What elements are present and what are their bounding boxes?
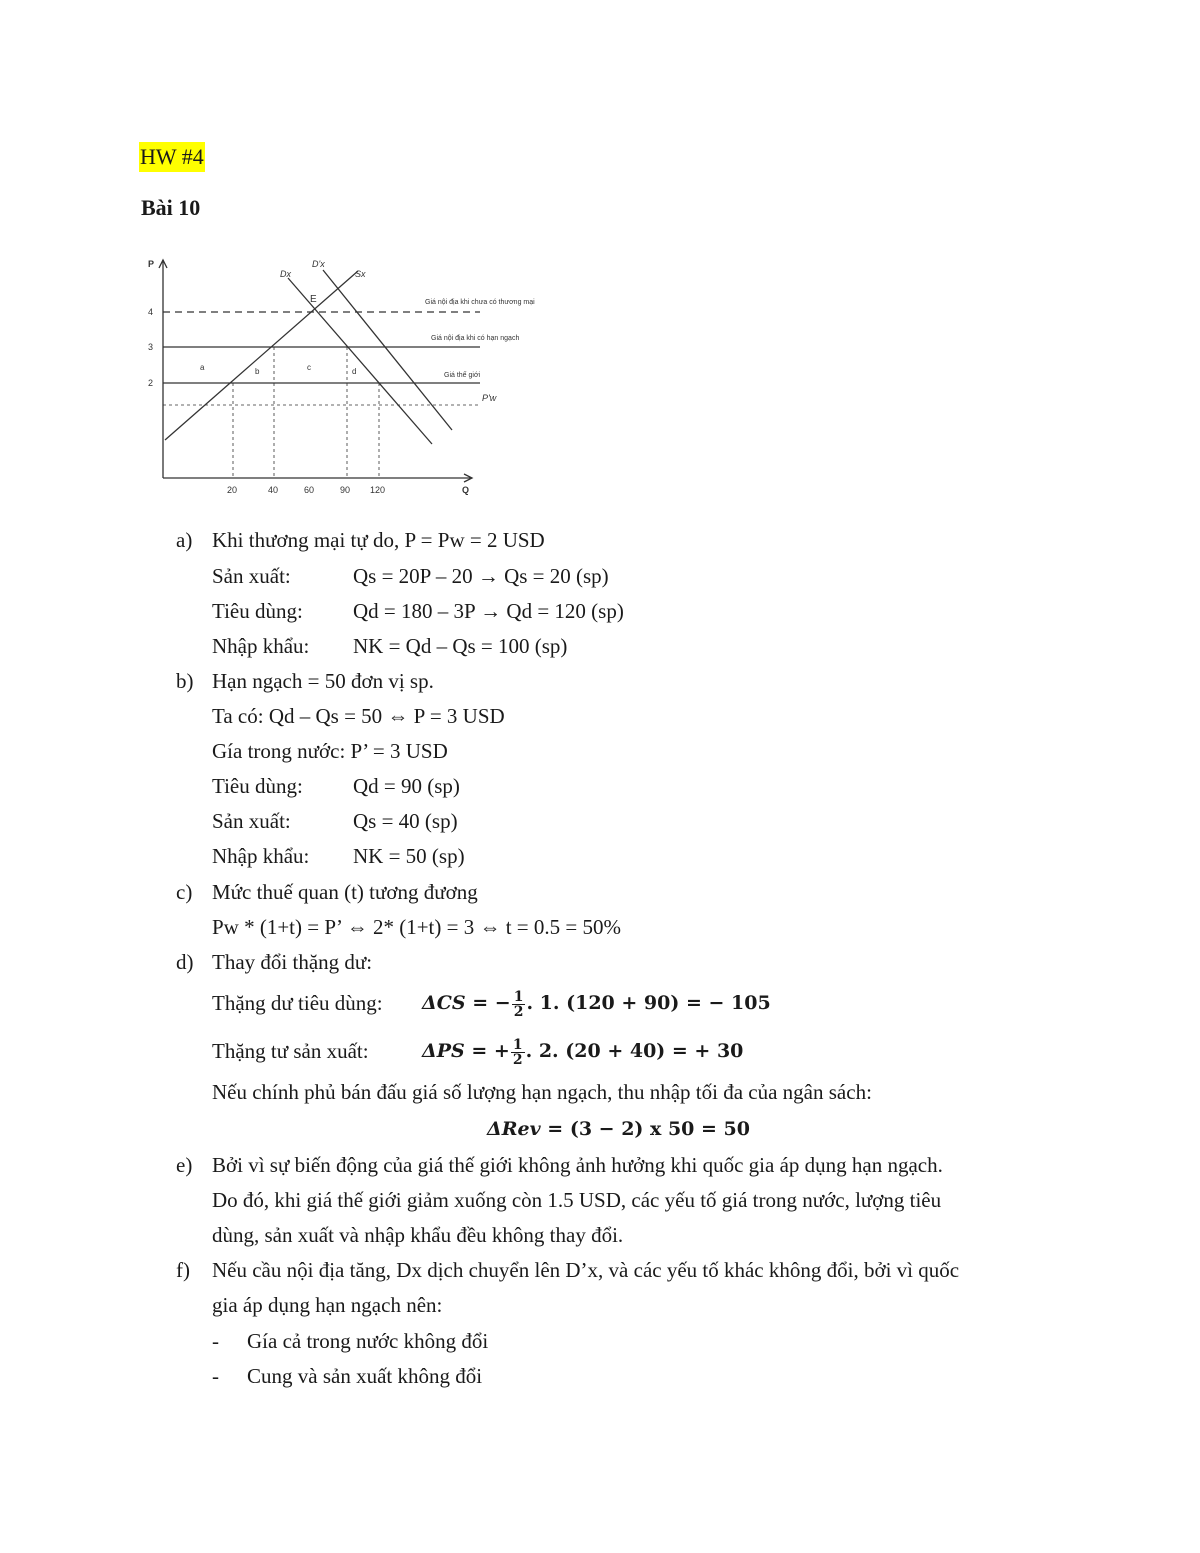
quota-diagram (140, 250, 560, 500)
rev-rest: = (3 − 2) x 50 = 50 (547, 1118, 750, 1140)
y-axis-label: P (148, 259, 155, 269)
tick-90: 90 (340, 485, 351, 495)
item-a-row2-value: Qd = 180 – 3P → Qd = 120 (sp) (353, 599, 624, 623)
item-a-row1-value: Qs = 20P – 20 → Qs = 20 (sp) (353, 564, 609, 588)
item-f-bullet-2: Cung và sản xuất không đổi (247, 1364, 483, 1388)
demand-curve-dx-prime (323, 270, 452, 430)
item-b-row3-value: NK = 50 (sp) (353, 844, 465, 868)
tick-2: 2 (148, 378, 154, 388)
item-e-line2: Do đó, khi giá thế giới giảm xuống còn 1.5 USD, các yếu tố giá trong nước, lượng tiêu (212, 1188, 942, 1212)
tick-120: 120 (370, 485, 386, 495)
cs-frac-num: 1 (513, 988, 524, 1005)
cs-fraction (512, 990, 526, 1019)
item-b-row2-label: Sản xuất: (212, 809, 291, 833)
item-d-marker: d) (176, 950, 194, 974)
item-b-line3: Gía trong nước: P’ = 3 USD (212, 739, 448, 763)
item-f-line2: gia áp dụng hạn ngạch nên: (212, 1293, 443, 1317)
item-b-row2-value: Qs = 40 (sp) (353, 809, 458, 833)
bullet-dash-1: - (212, 1329, 219, 1353)
cs-lhs: ΔCS (422, 992, 466, 1014)
item-d-line4: Nếu chính phủ bán đấu giá số lượng hạn ngạch, thu nhập tối đa của ngân sách: (212, 1080, 872, 1104)
consumer-surplus-formula (422, 988, 771, 1019)
item-a-row3-label: Nhập khẩu: (212, 634, 310, 658)
item-c-line2: Pw * (1+t) = P’ ⇔ 2* (1+t) = 3 ⇔ t = 0.5 = 50% (212, 915, 621, 939)
item-a-row3-value: NK = Qd – Qs = 100 (sp) (353, 634, 568, 658)
rev-lhs: ΔRev (487, 1118, 541, 1140)
ps-fraction (511, 1038, 525, 1067)
item-a-row1-label: Sản xuất: (212, 564, 291, 588)
item-e-line1: Bởi vì sự biến động của giá thế giới không ảnh hưởng khi quốc gia áp dụng hạn ngạch. (212, 1153, 943, 1177)
equilibrium-label: E (310, 294, 317, 305)
exercise-title: Bài 10 (141, 195, 201, 220)
producer-surplus-formula (422, 1036, 743, 1067)
dx-label: Dx (280, 269, 291, 279)
homework-heading: HW #4 (139, 142, 205, 172)
item-f-line1: Nếu cầu nội địa tăng, Dx dịch chuyển lên D’x, và các yếu tố khác không đổi, bởi vì quốc (212, 1258, 960, 1282)
ps-sign: = + (471, 1040, 510, 1062)
tick-20: 20 (227, 485, 238, 495)
item-a-row2-label: Tiêu dùng: (212, 599, 303, 623)
item-b-row1-value: Qd = 90 (sp) (353, 774, 460, 798)
quota-line-label: Giá nội địa khi có hạn ngạch (431, 335, 520, 342)
dx-prime-label: D'x (312, 259, 325, 269)
tick-3: 3 (148, 342, 154, 352)
item-b-line1: Hạn ngạch = 50 đơn vị sp. (212, 669, 434, 693)
world-line-label: Giá thế giới (444, 372, 481, 379)
ps-rest: . 2. (20 + 40) = + 30 (525, 1040, 744, 1062)
item-d-line1: Thay đổi thặng dư: (212, 950, 373, 974)
item-c-marker: c) (176, 880, 193, 904)
supply-curve-sx (165, 271, 358, 440)
item-a-line1: Khi thương mại tự do, P = Pw = 2 USD (212, 528, 545, 552)
item-b-marker: b) (176, 669, 194, 693)
area-d-label: d (352, 367, 357, 376)
cs-frac-den: 2 (513, 1003, 524, 1020)
consumer-surplus-label: Thặng dư tiêu dùng: (212, 991, 383, 1015)
item-e-marker: e) (176, 1153, 193, 1177)
area-a-label: a (200, 363, 205, 372)
tick-40: 40 (268, 485, 279, 495)
ps-frac-num: 1 (512, 1036, 523, 1053)
item-b-row1-label: Tiêu dùng: (212, 774, 303, 798)
item-f-marker: f) (176, 1258, 190, 1282)
cs-rest: . 1. (120 + 90) = − 105 (526, 992, 771, 1014)
item-b-row3-label: Nhập khẩu: (212, 844, 310, 868)
producer-surplus-label: Thặng tư sản xuất: (212, 1039, 369, 1063)
item-a-marker: a) (176, 528, 193, 552)
item-e-line3: dùng, sản xuất và nhập khẩu đều không thay đổi. (212, 1223, 624, 1247)
x-axis-label: Q (462, 485, 470, 495)
ps-lhs: ΔPS (422, 1040, 465, 1062)
area-b-label: b (255, 367, 260, 376)
sx-label: Sx (355, 269, 366, 279)
pw-prime-label: P'w (482, 393, 497, 403)
tick-4: 4 (148, 307, 154, 317)
bullet-dash-2: - (212, 1364, 219, 1388)
tick-60: 60 (304, 485, 315, 495)
autarky-line-label: Giá nội địa khi chưa có thương mại (425, 299, 535, 306)
cs-sign: = − (472, 992, 511, 1014)
item-b-line2: Ta có: Qd – Qs = 50 ⇔ P = 3 USD (212, 704, 505, 728)
revenue-formula (487, 1114, 750, 1144)
item-c-line1: Mức thuế quan (t) tương đương (212, 880, 478, 904)
ps-frac-den: 2 (512, 1051, 523, 1068)
item-f-bullet-1: Gía cả trong nước không đổi (247, 1329, 489, 1353)
area-c-label: c (307, 363, 311, 372)
